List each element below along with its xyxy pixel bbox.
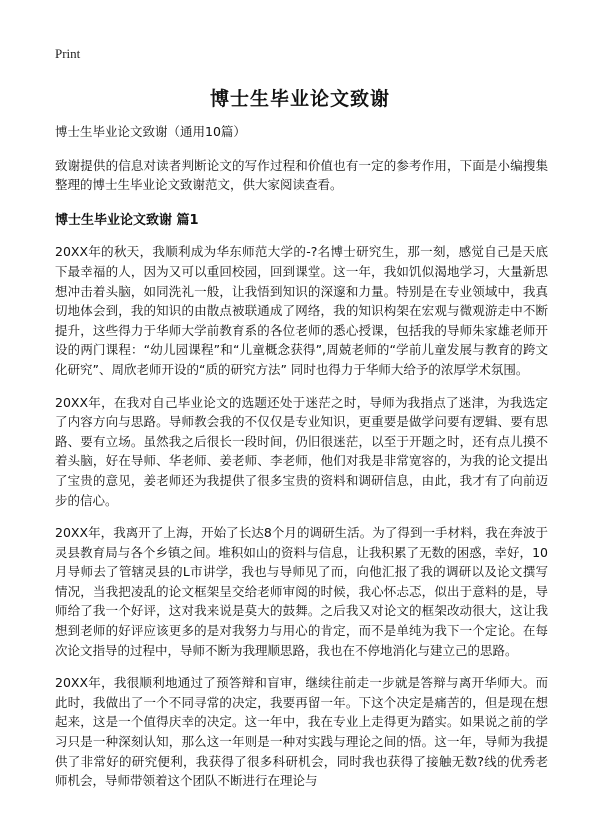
body-paragraph-3: 20XX年，我离开了上海，开始了长达8个月的调研生活。为了得到一手材料，我在奔波于灵县教育局与各个乡镇之间。堆积如山的资料与信息，让我积累了无数的困惑，幸好，10月导师去了管辖灵县的L市讲学，我也与导师见了而，向他汇报了我的调研以及论文撰写情况，当我把凌乱的论文框架呈交给老师审阅的时候，我心怀忐忑，似出于意料的是，导师给了我一个好评，这对我来说是莫大的鼓舞。之后我又对论文的框架改动很大，这让我想到老师的好评应该更多的是对我努力与用心的肯定，而不是单纯为我下一个定论。在每次论文指导的过程中，导师不断为我理顺思路，我也在不停地消化与建立己的思路。: [55, 525, 548, 658]
body-paragraph-2: 20XX年，在我对自己毕业论文的选题还处于迷茫之时，导师为我指点了迷津，为我选定了内容方向与思路。导师教会我的不仅仅是专业知识，更重要是做学问要有逻辑、要有思路、要有立场。虽然我之后很长一段时间，仍旧很迷茫，以至于开题之时，还有点儿摸不着头脑，好在导师、华老师、姜老师、李老师，他们对我是非常宽容的，为我的论文提出了宝贵的意见，姜老师还为我提供了很多宝贵的资料和调研信息，由此，我才有了向前迈步的信心。: [55, 394, 548, 508]
intro-paragraph: 致谢提供的信息对读者判断论文的写作过程和价值也有一定的参考作用，下面是小编搜集整理的博士生毕业论文致谢范文，供大家阅读查看。: [55, 157, 548, 193]
section-heading: 博士生毕业论文致谢 篇1: [55, 212, 199, 228]
document-subtitle: 博士生毕业论文致谢（通用10篇）: [55, 124, 246, 139]
body-paragraph-1: 20XX年的秋天，我顺利成为华东师范大学的-?名博士研究生，那一刻，感觉自己是天底下最幸福的人，因为又可以重回校园，回到课堂。这一年，我如饥似渴地学习，大量新思想冲击着头脑，如同洗礼一般，让我悟到知识的深邃和力量。特别是在专业领域中，我真切地体会到，我的知识的由散点被联通成了网络，我的知识构架在宏观与微观游走中不断提升，这些得力于华师大学前教育系的各位老师的悉心授课，包括我的导师朱家雄老师开设的两门课程：“幼儿园课程”和“儿童概念获得”,周兢老师的“学前儿童发展与教育的跨文化研究”、周欣老师开设的“质的研究方法” 同时也得力于华师大给予的浓厚学术氛围。: [55, 244, 548, 377]
print-link[interactable]: Print: [55, 46, 81, 61]
body-paragraph-4: 20XX年，我很顺利地通过了预答辩和盲审，继续往前走一步就是答辩与离开华师大。而此时，我做出了一个不同寻常的决定，我要再留一年。下这个决定是痛苦的，但是现在想起来，这是一个值得庆幸的决定。这一年中，我在专业上走得更为踏实。如果说之前的学习只是一种深刻认知，那么这一年则是一种对实践与理论之间的悟。这一年，导师为我提供了非常好的研究便利，我获得了很多科研机会，同时我也获得了接触无数?线的优秀老师机会，导师带领着这个团队不断进行在理论与: [55, 675, 548, 789]
page-title: 博士生毕业论文致谢: [209, 88, 390, 110]
document-body: [55, 122, 548, 804]
